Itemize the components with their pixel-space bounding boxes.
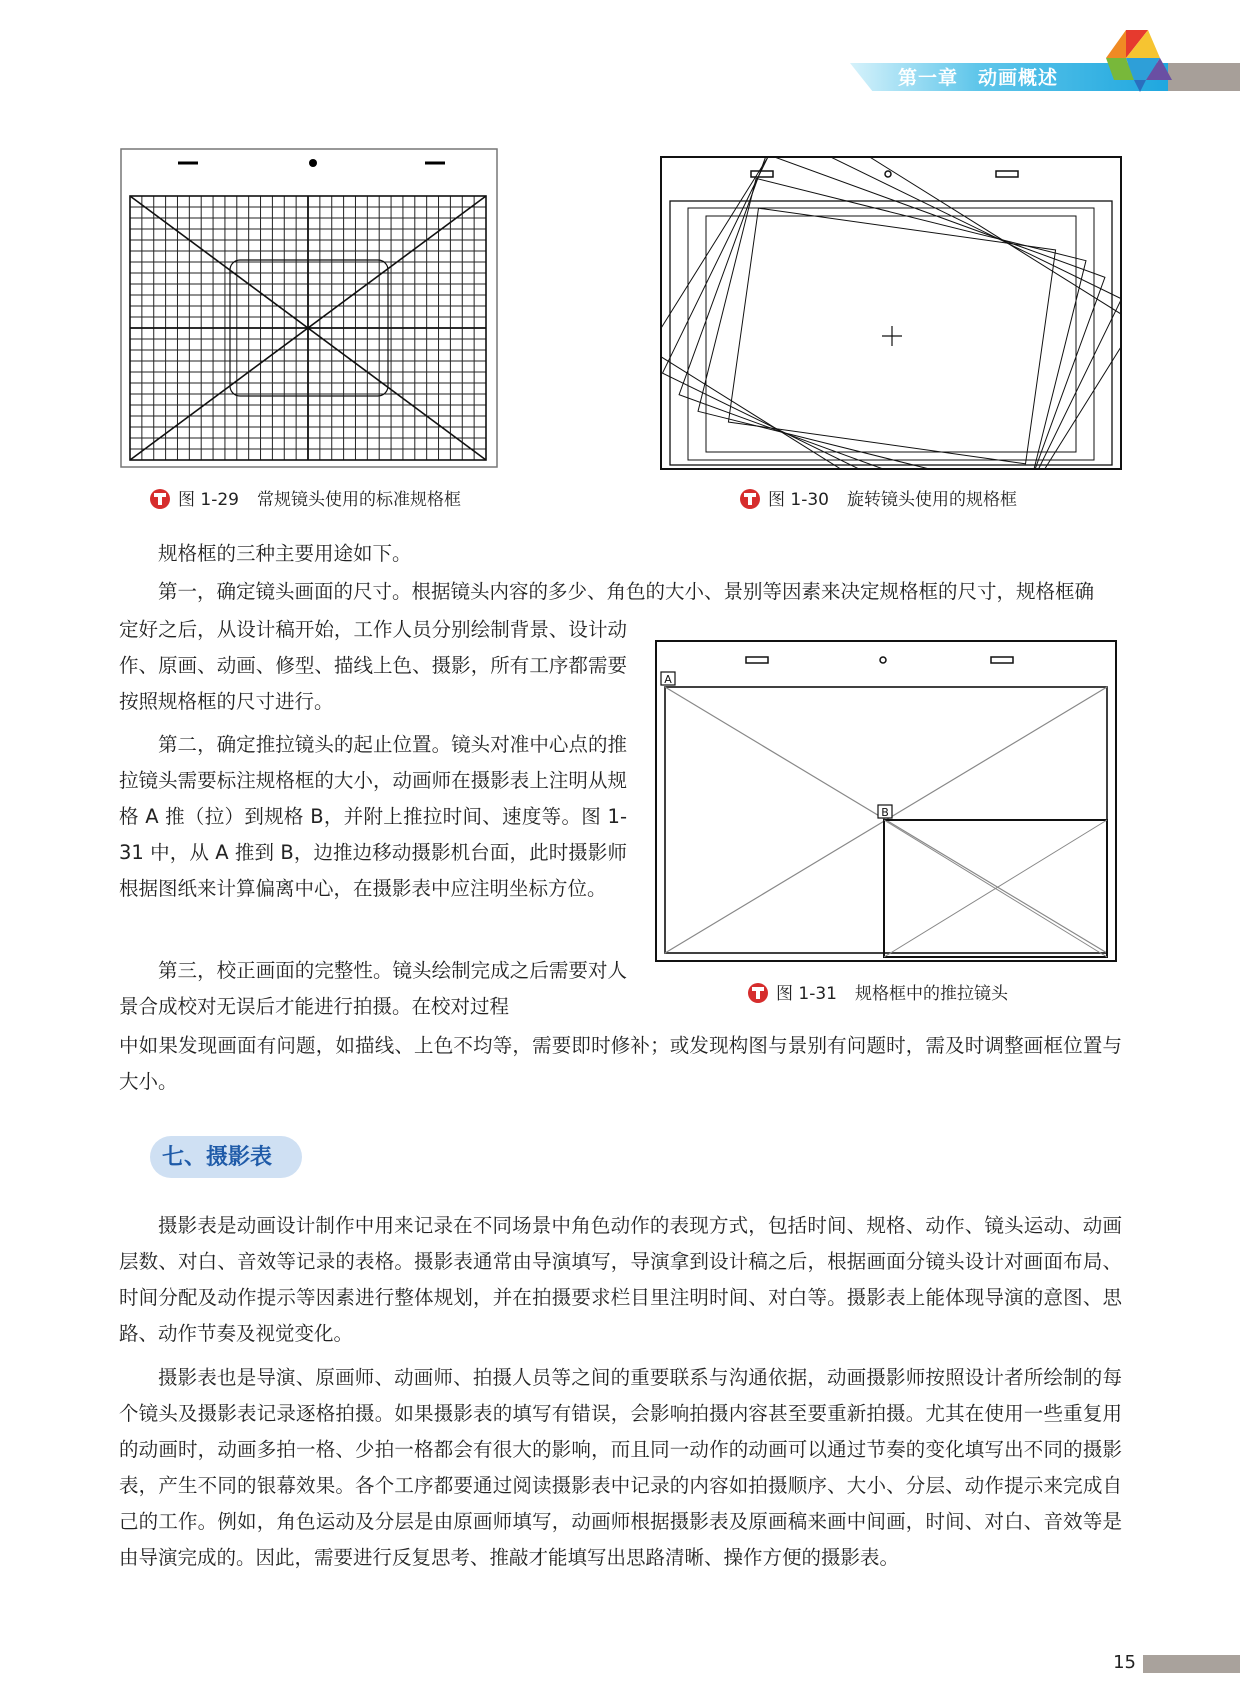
paragraph-intro: 规格框的三种主要用途如下。 bbox=[158, 542, 412, 565]
figure-1-29-standard-field-guide bbox=[120, 148, 498, 468]
tangram-logo-icon bbox=[1088, 28, 1172, 94]
paragraph-1-continued: 定好之后，从设计稿开始，工作人员分别绘制背景、设计动作、原画、动画、修型、描线上色、摄影，所有工序都需要按照规格框的尺寸进行。 bbox=[119, 618, 627, 713]
header-grey-band bbox=[1168, 63, 1240, 91]
paragraph-3-part-2: 中如果发现画面有问题，如描线、上色不均等，需要即时修补；或发现构图与景别有问题时，需及时调整画框位置与大小。 bbox=[119, 1034, 1122, 1093]
section-heading: 七、摄影表 bbox=[162, 1144, 273, 1170]
paragraph-5: 摄影表也是导演、原画师、动画师、拍摄人员等之间的重要联系与沟通依据，动画摄影师按照设计者所绘制的每个镜头及摄影表记录逐格拍摄。如果摄影表的填写有错误，会影响拍摄内容甚至要重新拍摄。尤其在使用一些重复用的动画时，动画多拍一格、少拍一格都会有很大的影响，而且同一动作的动画可以通过节奏的变化填写出不同的摄影表，产生不同的银幕效果。各个工序都要通过阅读摄影表中记录的内容如拍摄顺序、大小、分层、动作提示来完成自己的工作。例如，角色运动及分层是由原画师填写，动画师根据摄影表及原画稿来画中间画，时间、对白、音效等是由导演完成的。因此，需要进行反复思考、推敲才能填写出思路清晰、操作方便的摄影表。 bbox=[119, 1366, 1122, 1569]
footer-grey-bar bbox=[1143, 1655, 1240, 1673]
figure-marker-icon bbox=[150, 489, 170, 509]
paragraph-2: 第二，确定推拉镜头的起止位置。镜头对准中心点的推拉镜头需要标注规格框的大小，动画师在摄影表上注明从规格 A 推（拉）到规格 B，并附上推拉时间、速度等。图 1-31 中，从 A 推到 B，边推边移动摄影机台面，此时摄影师根据图纸来计算偏离中心，在摄影表中应注明坐标方位。 bbox=[119, 733, 627, 900]
paragraph-3-part-1: 第三，校正画面的完整性。镜头绘制完成之后需要对人景合成校对无误后才能进行拍摄。在校对过程 bbox=[119, 959, 627, 1018]
figure-1-30-caption: 图 1-30 旋转镜头使用的规格框 bbox=[740, 487, 1017, 513]
frame-b-label: B bbox=[881, 806, 889, 819]
figure-1-29-caption: 图 1-29 常规镜头使用的标准规格框 bbox=[150, 487, 461, 513]
frame-a-label: A bbox=[664, 673, 672, 686]
figure-1-31-caption: 图 1-31 规格框中的推拉镜头 bbox=[748, 981, 1008, 1007]
figure-marker-icon bbox=[748, 983, 768, 1003]
paragraph-4: 摄影表是动画设计制作中用来记录在不同场景中角色动作的表现方式，包括时间、规格、动作、镜头运动、动画层数、对白、音效等记录的表格。摄影表通常由导演填写，导演拿到设计稿之后，根据画面分镜头设计对画面布局、时间分配及动作提示等因素进行整体规划，并在拍摄要求栏目里注明时间、对白等。摄影表上能体现导演的意图、思路、动作节奏及视觉变化。 bbox=[119, 1214, 1122, 1345]
figure-marker-icon bbox=[740, 489, 760, 509]
chapter-title: 第一章 动画概述 bbox=[898, 67, 1059, 89]
page-number: 15 bbox=[1113, 1652, 1136, 1673]
paragraph-1-line-1: 第一，确定镜头画面的尺寸。根据镜头内容的多少、角色的大小、景别等因素来决定规格框的尺寸，规格框确 bbox=[158, 580, 1095, 603]
figure-1-30-rotation-field-guide bbox=[660, 156, 1122, 470]
figure-1-31-truck-in-field-guide bbox=[655, 640, 1117, 962]
